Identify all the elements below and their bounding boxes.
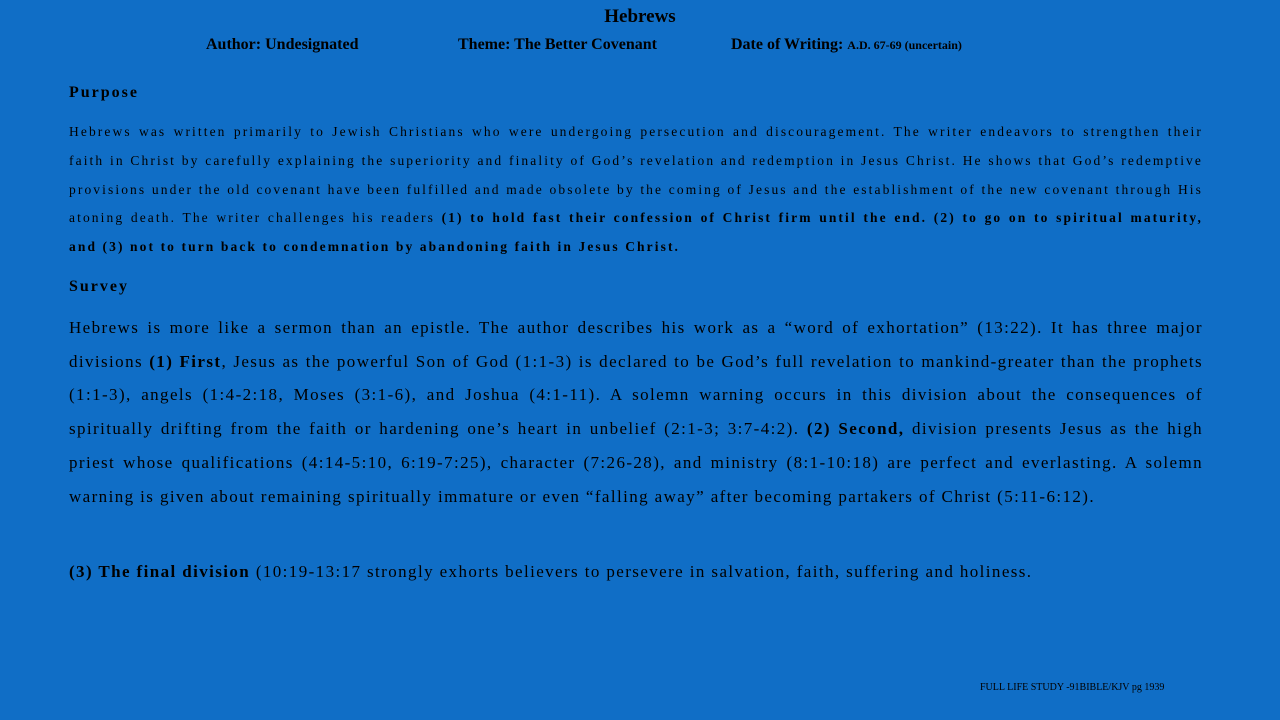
purpose-emphasis: (1) to hold fast their confession of Christ firm until the end. (2) to go on to spiritual maturity, and (3) not to turn back to condemnation by abandoning faith in Jesus Christ.	[69, 210, 1203, 255]
survey-paragraph	[69, 311, 1203, 513]
author-label: Author: Undesignated	[206, 36, 359, 53]
survey-heading: Survey	[69, 278, 129, 295]
date-label: Date of Writing:	[731, 36, 848, 53]
second-division-text: division presents Jesus as the high priest whose qualifications (4:14-5:10, 6:19-7:25), character (7:26-28), and ministry (8:1-10:18) are perfect and everlasting. A solemn warning is given about remaining spiritually immature or even “falling away” after becoming partakers of Christ (5:11-6:12).	[69, 419, 1204, 506]
first-division-text: , Jesus as the powerful Son of God (1:1-3) is declared to be God’s full revelation to mankind-greater than the prophets (1:1-3), angels (1:4-2:18, Moses (3:1-6), and Joshua (4:1-11). A solemn warning occurs in this division about the consequences of spiritually drifting from the faith or hardening one’s heart in unbelief (2:1-3; 3:7-4:2).	[69, 351, 1203, 439]
date-of-writing	[731, 35, 962, 55]
final-division-paragraph	[69, 557, 1203, 587]
purpose-paragraph	[69, 118, 1203, 262]
purpose-text: Hebrews was written primarily to Jewish Christians who were undergoing persecution and discouragement. The writer endeavors to strengthen their faith in Christ by carefully explaining the superiority and finality of God’s revelation and redemption in Jesus Christ. He shows that God’s redemptive provisions under the old covenant have been fulfilled and made obsolete by the coming of Jesus and the establishment of the new covenant through His atoning death. The writer challenges his readers	[69, 124, 1203, 226]
page-title: Hebrews	[604, 6, 676, 27]
final-division-text: (10:19-13:17 strongly exhorts believers to persevere in salvation, faith, suffering and holiness.	[250, 562, 1033, 581]
theme-label: Theme: The Better Covenant	[458, 36, 657, 53]
final-division-label: (3) The final division	[69, 562, 251, 581]
purpose-heading: Purpose	[69, 84, 139, 101]
first-division-label: (1) First	[149, 351, 222, 371]
date-value: A.D. 67-69 (uncertain)	[847, 38, 962, 52]
second-division-label: (2) Second,	[806, 419, 905, 439]
survey-intro: Hebrews is more like a sermon than an epistle. The author describes his work as a “word of exhortation” (13:22). It has three major divisions	[69, 318, 1203, 371]
source-footer: FULL LIFE STUDY -91BIBLE/KJV pg 1939	[980, 682, 1165, 693]
